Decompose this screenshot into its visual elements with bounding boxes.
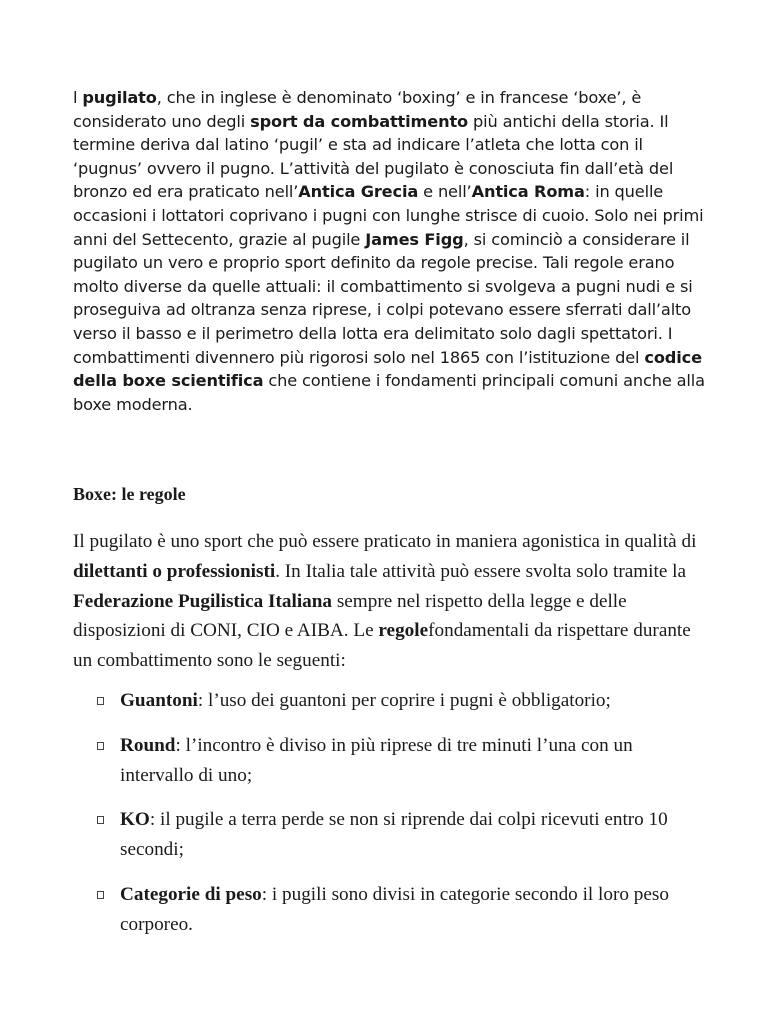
bold-term: regole bbox=[378, 620, 429, 642]
rule-text: : i pugili sono divisi in categorie secondo il loro peso corporeo. bbox=[120, 883, 669, 935]
intro-text: e nell’ bbox=[418, 182, 472, 202]
paragraph-text: Il pugilato è uno sport che può essere praticato in maniera agonistica in qualità di bbox=[73, 531, 697, 552]
rule-text: : l’uso dei guantoni per coprire i pugni è obbligatorio; bbox=[197, 690, 611, 711]
bold-term: James Figg bbox=[365, 229, 464, 249]
paragraph-text: . In Italia tale attività può essere svolta solo tramite la bbox=[275, 560, 687, 582]
bold-term: Antica Roma bbox=[471, 182, 585, 202]
rule-term: Categorie di peso bbox=[120, 883, 262, 905]
intro-text: che contiene i fondamenti principali comuni anche alla boxe moderna. bbox=[73, 371, 705, 414]
bold-term: sport da combattimento bbox=[250, 111, 469, 131]
bullet-icon bbox=[97, 891, 104, 899]
list-item bbox=[0, 880, 700, 940]
rule-term: Round bbox=[120, 734, 176, 756]
list-item bbox=[0, 805, 700, 865]
list-item bbox=[0, 731, 700, 791]
bullet-icon bbox=[97, 742, 104, 750]
bold-term: Antica Grecia bbox=[298, 182, 419, 202]
list-item bbox=[0, 686, 700, 716]
bold-term: codice della boxe scientifica bbox=[73, 347, 702, 391]
intro-paragraph bbox=[73, 86, 705, 416]
paragraph-text: sempre nel rispetto della legge e delle disposizioni di CONI, CIO e AIBA. Le bbox=[73, 590, 627, 642]
rules-intro-paragraph bbox=[73, 527, 713, 676]
section-heading: Boxe: le regole bbox=[73, 484, 186, 504]
bold-term: pugilato bbox=[82, 88, 157, 107]
rule-text: : il pugile a terra perde se non si riprende dai colpi ricevuti entro 10 secondi; bbox=[120, 809, 668, 861]
rule-term: Guantoni bbox=[120, 690, 198, 711]
bold-term: Federazione Pugilistica Italiana bbox=[73, 590, 333, 612]
rule-term: KO bbox=[120, 809, 150, 831]
rules-list bbox=[0, 686, 768, 955]
intro-text: l bbox=[73, 88, 83, 107]
bullet-icon bbox=[97, 816, 104, 824]
rule-text: : l’incontro è diviso in più riprese di tre minuti l’una con un intervallo di uno; bbox=[120, 734, 633, 786]
intro-text: più antichi della storia. Il termine deriva dal latino ‘pugil’ e sta ad indicare l’atleta che lotta con il ‘pugnus’ ovvero il pugno. L’attività del pugilato è conosciuta fin dall’età del bronzo ed era praticato nell’ bbox=[73, 111, 674, 202]
bullet-icon bbox=[97, 697, 104, 705]
intro-text: : in quelle occasioni i lottatori coprivano i pugni con lunghe strisce di cuoio. Solo nei primi anni del Settecento, grazie al pugile bbox=[73, 182, 704, 249]
intro-text: , che in inglese è denominato ‘boxing’ e in francese ‘boxe’, è considerato uno degli bbox=[73, 88, 642, 131]
intro-text: , si cominciò a considerare il pugilato un vero e proprio sport definito da regole precise. Tali regole erano molto diverse da quelle attuali: il combattimento si svolgeva a pugni nudi e si proseguiva ad oltranza senza riprese, i colpi potevano essere sferrati dall’alto verso il basso e il perimetro della lotta era delimitato solo dagli spettatori. I combattimenti divennero più rigorosi solo nel 1865 con l’istituzione del bbox=[73, 229, 693, 367]
bold-term: dilettanti o professionisti bbox=[73, 560, 276, 582]
paragraph-text: fondamentali da rispettare durante un combattimento sono le seguenti: bbox=[73, 620, 691, 672]
